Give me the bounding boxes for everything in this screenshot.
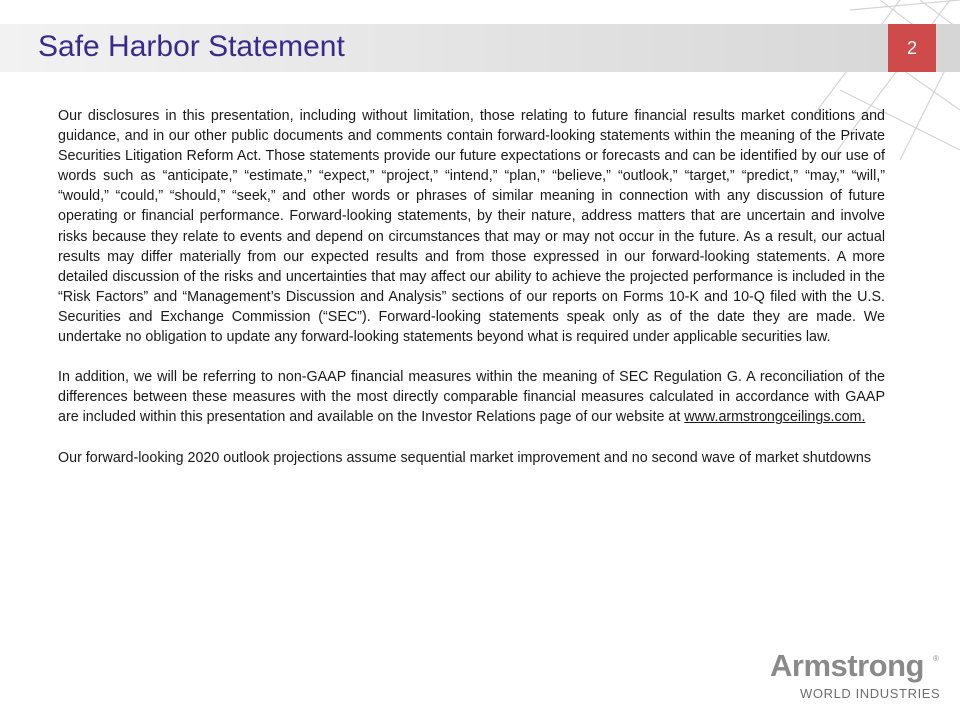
page-number-badge: 2 (888, 24, 936, 72)
website-link[interactable]: www.armstrongceilings.com. (684, 409, 866, 426)
outlook-paragraph: Our forward-looking 2020 outlook projections assume sequential market improvement and no second wave of market shutdowns (58, 449, 871, 466)
logo-wordmark: Armstrong (770, 648, 924, 683)
non-gaap-paragraph (58, 367, 885, 427)
forward-looking-paragraph: Our disclosures in this presentation, including without limitation, those relating to future financial results market conditions and guidance, and in our other public documents and comments contain forward-looking statements within the meaning of the Private Securities Litigation Reform Act. Those statements provide our future expectations or forecasts and can be identified by our use of words such as “anticipate,” “estimate,” “expect,” “project,” “intend,” “plan,” “believe,” “outlook,” “target,” “predict,” “may,” “will,” “would,” “could,” “should,” “seek,” and other words or phrases of similar meaning in connection with any discussion of future operating or financial performance. Forward-looking statements, by their nature, address matters that are uncertain and involve risks because they relate to events and depend on circumstances that may or may not occur in the future. As a result, our actual results may differ materially from our expected results and from those expressed in our forward-looking statements. A more detailed discussion of the risks and uncertainties that may affect our ability to achieve the projected performance is included in the “Risk Factors” and “Management’s Discussion and Analysis” sections of our reports on Forms 10-K and 10-Q filed with the U.S. Securities and Exchange Commission (“SEC”). Forward-looking statements speak only as of the date they are made. We undertake no obligation to update any forward-looking statements beyond what is required under applicable securities law. (58, 108, 885, 346)
non-gaap-text: In addition, we will be referring to non-GAAP financial measures within the meaning of SEC Regulation G. A reconciliation of the differences between these measures with the most directly comparable financial measures calculated in accordance with GAAP are included within this presentation and available on the Investor Relations page of our website at (58, 369, 885, 426)
safe-harbor-body (58, 106, 885, 488)
registered-mark: ® (933, 654, 939, 663)
logo-subtitle: WORLD INDUSTRIES (800, 686, 941, 701)
armstrong-logo (770, 648, 945, 704)
page-title: Safe Harbor Statement (38, 30, 345, 63)
